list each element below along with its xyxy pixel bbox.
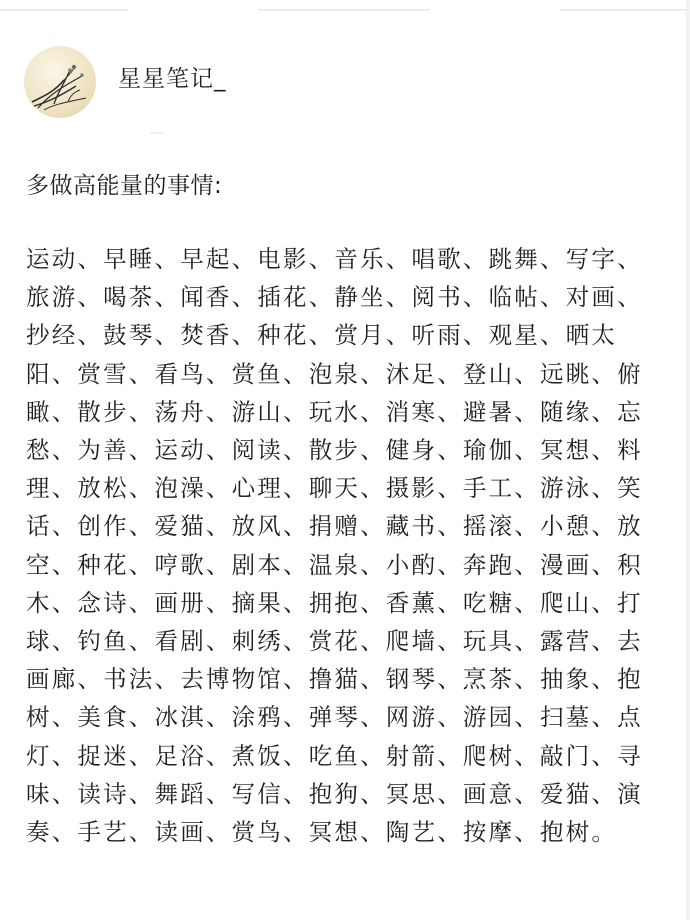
scroll-edge — [686, 0, 690, 920]
post-header — [24, 46, 227, 120]
orchid-painting-icon — [24, 46, 96, 118]
top-divider — [560, 9, 690, 11]
avatar[interactable] — [24, 46, 96, 118]
username[interactable]: 星星笔记_ — [118, 66, 227, 92]
top-strip — [0, 0, 690, 16]
post-title: 多做高能量的事情: — [26, 173, 223, 199]
post-body: 运动、早睡、早起、电影、音乐、唱歌、跳舞、写字、旅游、喝茶、闻香、插花、静坐、阅书、临帖、对画、抄经、鼓琴、焚香、种花、赏月、听雨、观星、晒太阳、赏雪、看鸟、赏鱼、泡泉、沐足、登山、远眺、俯瞰、散步、荡舟、游山、玩水、消寒、避暑、随缘、忘愁、为善、运动、阅读、散步、健身、瑜伽、冥想、料理、放松、泡澡、心理、聊天、摄影、手工、游泳、笑话、创作、爱猫、放风、捐赠、藏书、摇滚、小憩、放空、种花、哼歌、剧本、温泉、小酌、奔跑、漫画、积木、念诗、画册、摘果、拥抱、香薰、吃糖、爬山、打球、钓鱼、看剧、刺绣、赏花、爬墙、玩具、露营、去画廊、书法、去博物馆、撸猫、钢琴、烹茶、抽象、抱树、美食、冰淇、涂鸦、弹琴、网游、游园、扫墓、点灯、捉迷、足浴、煮饭、吃鱼、射箭、爬树、敲门、寻味、读诗、舞蹈、写信、抱狗、冥思、画意、爱猫、演奏、手艺、读画、赏鸟、冥想、陶艺、按摩、抱树。 — [26, 245, 643, 847]
top-divider — [258, 9, 430, 11]
divider-mark — [150, 132, 164, 134]
top-divider — [0, 9, 128, 11]
